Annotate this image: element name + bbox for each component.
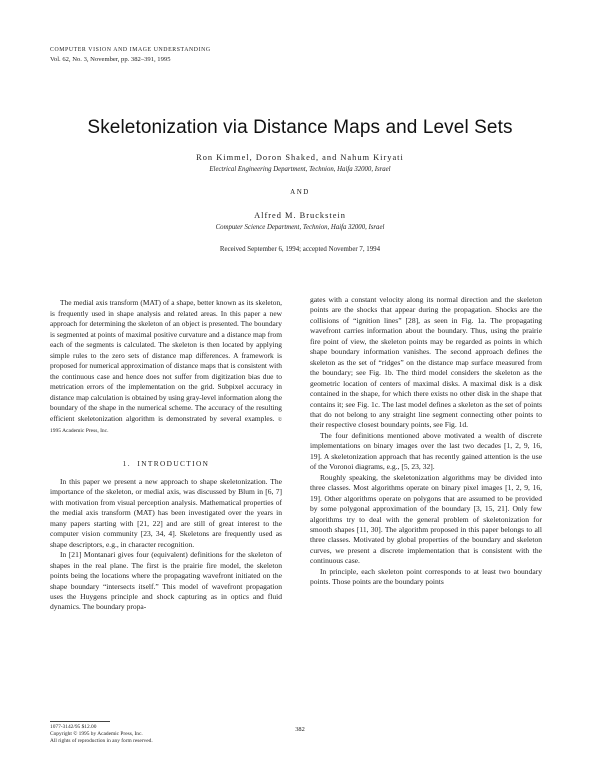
journal-citation: Vol. 62, No. 3, November, pp. 382–391, 1995 — [50, 56, 171, 63]
abstract-copyright: © 1995 Academic Press, Inc. — [50, 416, 282, 434]
page-number: 382 — [295, 726, 305, 733]
footer-rights: All rights of reproduction in any form reserved. — [50, 738, 153, 745]
affiliation-1: Electrical Engineering Department, Technion, Haifa 32000, Israel — [209, 166, 391, 173]
authors-line: Ron Kimmel, Doron Shaked, and Nahum Kiryati — [196, 153, 404, 162]
paragraph: In principle, each skeleton point corresponds to at least two boundary points. Those points are the boundary points — [310, 566, 542, 587]
and-separator: AND — [290, 188, 310, 196]
section-number: 1. — [122, 459, 131, 468]
paragraph: Roughly speaking, the skeletonization algorithms may be divided into three classes. Most algorithms operate on binary pixel images [1, 2, 9, 16, 19]. Other algorithms operate on polygons that are assumed to be provided by some polygonal approximation of the boundary [3, 15, 21]. Only few algorithms try to deal with the general problem of skeletonization for smooth shapes [11, 30]. The algorithm proposed in this paper belongs to all three classes. Motivated by global properties of the boundary and skeleton curves, we present a discrete implementation that is consistent with the continuous case. — [310, 472, 542, 566]
abstract-text: The medial axis transform (MAT) of a shape, better known as its skeleton, is frequently used in shape analysis and related areas. In this paper a new approach for determining the skeleton of an object is presented. The boundary is segmented at points of maximal positive curvature and a distance map from each of the segments is calculated. The skeleton is then located by applying simple rules to the zero sets of distance map differences. A framework is proposed for numerical approximation of distance maps that is consistent with the continuous case and hence does not suffer from digitization bias due to metrication errors of the implementation on the grid. Subpixel accuracy in distance map calculation is obtained by using gray-level information along the boundary of the shape in the numerical scheme. The accuracy of the resulting efficient skeletonization algorithm is demonstrated by several examples. — [50, 298, 282, 423]
paragraph: In [21] Montanari gives four (equivalent) definitions for the skeleton of shapes in the real plane. The first is the prairie fire model, the skeleton points being the locations where the propagating wavefront initiated on the shape boundary “intersects itself.” This model of wavefront propagation uses the Huygens principle and shock capturing as in optics and fluid dynamics. The boundary propa- — [50, 550, 282, 612]
journal-header — [50, 46, 211, 64]
footer-code: 1077-3142/95 $12.00 — [50, 724, 97, 730]
footer-copyright: Copyright © 1995 by Academic Press, Inc. — [50, 731, 143, 738]
section-title: INTRODUCTION — [137, 459, 210, 468]
abstract — [50, 298, 282, 437]
author-2: Alfred M. Bruckstein — [254, 211, 346, 220]
paper-title: Skeletonization via Distance Maps and Level Sets — [87, 117, 513, 138]
intro-column — [50, 477, 282, 613]
journal-name: COMPUTER VISION AND IMAGE UNDERSTANDING — [50, 47, 211, 53]
paragraph: The four definitions mentioned above motivated a wealth of discrete implementations on binary images over the last two decades [1, 2, 9, 16, 19]. A skeletonization approach that has recently gained attention is the use of the Voronoi diagrams, e.g., [5, 23, 32]. — [310, 430, 542, 472]
affiliation-2: Computer Science Department, Technion, Haifa 32000, Israel — [215, 224, 385, 231]
footer-rule — [50, 721, 110, 722]
right-column — [310, 295, 542, 588]
section-heading — [50, 459, 282, 468]
paragraph: In this paper we present a new approach to shape skeletonization. The importance of the skeleton, or medial axis, was discussed by Blum in [6, 7] with motivation from visual perception analysis. Mathematical properties of the medial axis transform (MAT) has been investigated over the years in many papers starting with [21, 22] and are still of great interest to the computer vision community [23, 34, 4]. Skeletons are frequently used as shape descriptors, e.g., in character recognition. — [50, 477, 282, 549]
paragraph: gates with a constant velocity along its normal direction and the skeleton points are the shocks that appear during the propagation. Shocks are the collisions of “ignition lines” [28], as seen in Fig. 1a. The propagating wavefront carries information about the boundary. Thus, using the prairie fire point of view, the skeleton points may be regarded as points in which shape boundary information vanishes. The second approach defines the skeleton as the set of “ridges” on the distance map surface measured from the boundary; see Fig. 1b. The third model considers the skeleton as the geometric location of centers of maximal disks. A maximal disk is a disk contained in the shape, for which there exists no other disk in the shape that contains it; see Fig. 1c. The last model defines a skeleton as the set of points that do not belong to any straight line segment connecting other points to their respective closest boundary points, see Fig. 1d. — [310, 295, 542, 430]
received-date: Received September 6, 1994; accepted November 7, 1994 — [219, 246, 381, 253]
